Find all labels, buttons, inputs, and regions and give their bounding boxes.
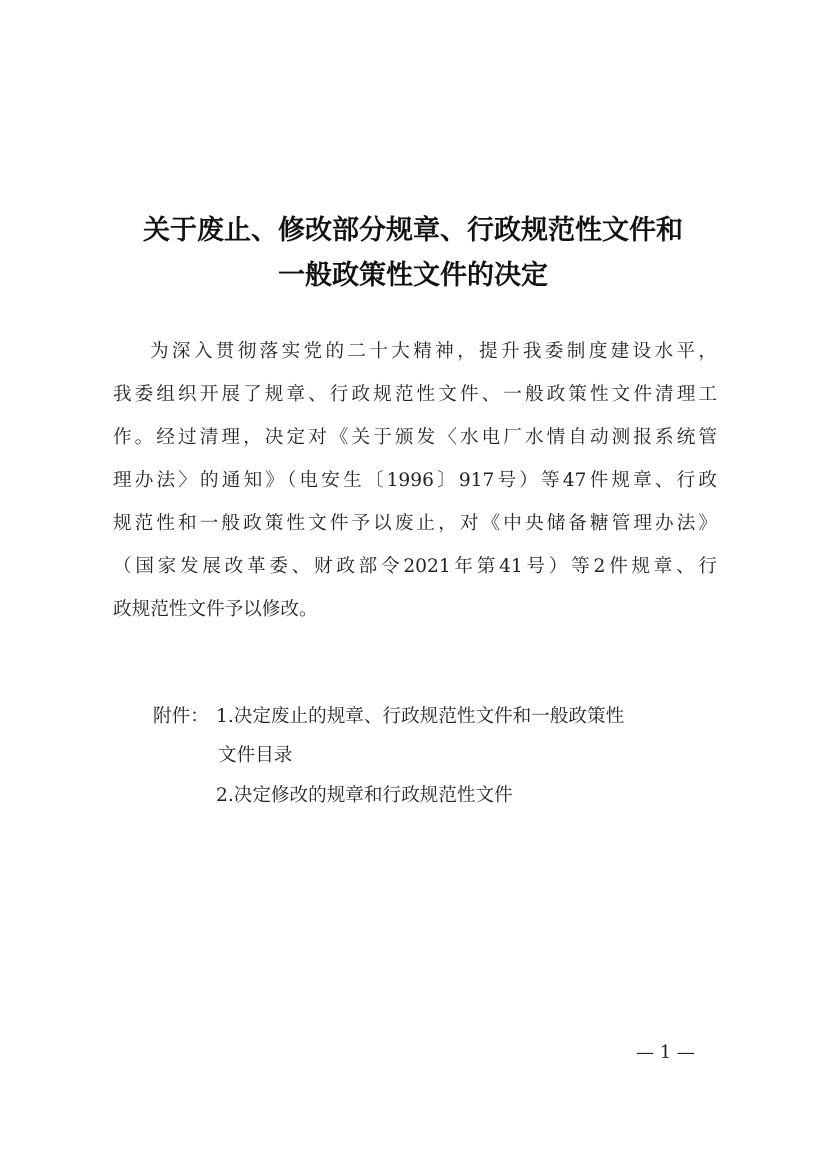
attachment-item-1: 1.决定废止的规章、行政规范性文件和一般政策性 bbox=[216, 706, 625, 727]
attachments-label: 附件： bbox=[153, 706, 209, 727]
body-line: 政规范性文件予以修改。 bbox=[113, 599, 318, 620]
body-line: 我委组织开展了规章、行政规范性文件、一般政策性文件清理工 bbox=[113, 384, 717, 405]
body-line: 理办法〉的通知》（电安生〔1996〕917号）等47件规章、行政 bbox=[113, 470, 717, 491]
attachment-item-2: 2.决定修改的规章和行政规范性文件 bbox=[216, 785, 513, 806]
document-title-line-2: 一般政策性文件的决定 bbox=[278, 260, 548, 291]
body-line: 为深入贯彻落实党的二十大精神，提升我委制度建设水平， bbox=[150, 341, 717, 362]
page-number: — 1 — bbox=[636, 1042, 695, 1063]
body-line: 作。经过清理，决定对《关于颁发〈水电厂水情自动测报系统管 bbox=[113, 427, 717, 448]
document-title-line-1: 关于废止、修改部分规章、行政规范性文件和 bbox=[143, 215, 683, 246]
body-line: 规范性和一般政策性文件予以废止，对《中央储备糖管理办法》 bbox=[113, 513, 717, 534]
attachment-item-1-continued: 文件目录 bbox=[218, 745, 293, 766]
body-line: （国家发展改革委、财政部令2021年第41号）等2件规章、行 bbox=[113, 556, 717, 577]
